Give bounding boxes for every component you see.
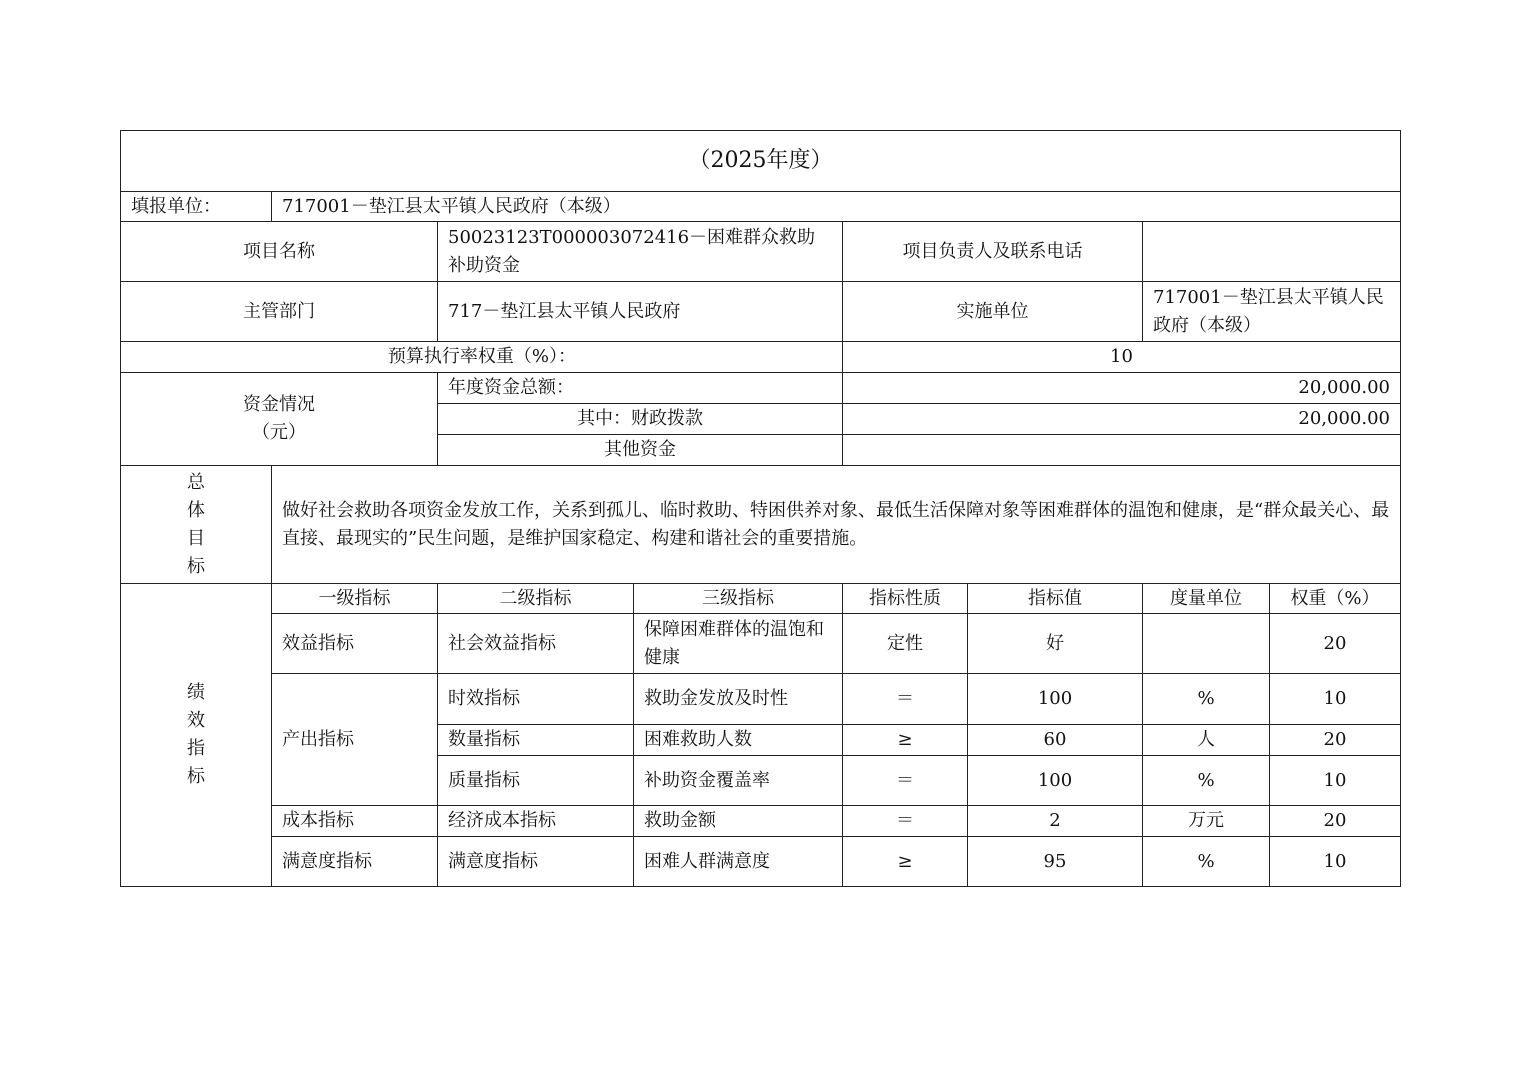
header-level1: 一级指标 <box>272 584 438 614</box>
table-row <box>121 674 1401 725</box>
dept-value: 717－垫江县太平镇人民政府 <box>438 282 843 342</box>
unit-cell: % <box>1143 837 1270 887</box>
level2-cell: 数量指标 <box>438 725 634 756</box>
level3-cell: 保障困难群体的温饱和健康 <box>634 614 843 674</box>
level3-cell: 困难人群满意度 <box>634 837 843 887</box>
funds-label <box>121 373 438 466</box>
level1-cell: 效益指标 <box>272 614 438 674</box>
header-nature: 指标性质 <box>843 584 968 614</box>
goal-text: 做好社会救助各项资金发放工作，关系到孤儿、临时救助、特困供养对象、最低生活保障对象等困难群体的温饱和健康，是“群众最关心、最直接、最现实的”民生问题，是维护国家稳定、构建和谐社会的重要措施。 <box>272 466 1401 584</box>
budget-weight-value: 10 <box>843 342 1401 373</box>
value-cell: 2 <box>968 806 1143 837</box>
level1-cell: 满意度指标 <box>272 837 438 887</box>
level2-cell: 满意度指标 <box>438 837 634 887</box>
weight-cell: 10 <box>1270 837 1401 887</box>
project-contact-label: 项目负责人及联系电话 <box>843 222 1143 282</box>
weight-cell: 20 <box>1270 806 1401 837</box>
performance-goal-table <box>120 130 1401 887</box>
level1-cell: 产出指标 <box>272 674 438 806</box>
table-row <box>121 806 1401 837</box>
level3-cell: 补助资金覆盖率 <box>634 756 843 806</box>
nature-cell: 定性 <box>843 614 968 674</box>
unit-label: 填报单位： <box>121 192 272 222</box>
nature-cell: ＝ <box>843 806 968 837</box>
level3-cell: 救助金额 <box>634 806 843 837</box>
value-cell: 好 <box>968 614 1143 674</box>
weight-cell: 10 <box>1270 674 1401 725</box>
weight-cell: 20 <box>1270 725 1401 756</box>
unit-cell: 万元 <box>1143 806 1270 837</box>
value-cell: 100 <box>968 756 1143 806</box>
goal-label-char: 总 <box>187 471 205 493</box>
unit-cell: 人 <box>1143 725 1270 756</box>
header-value: 指标值 <box>968 584 1143 614</box>
budget-weight-label: 预算执行率权重（%）： <box>121 342 843 373</box>
funds-label-line1: 资金情况 <box>243 394 315 415</box>
funds-fiscal-label: 其中：财政拨款 <box>438 404 843 435</box>
level3-cell: 救助金发放及时性 <box>634 674 843 725</box>
unit-value: 717001－垫江县太平镇人民政府（本级） <box>272 192 1401 222</box>
goal-label <box>121 466 272 584</box>
weight-cell: 20 <box>1270 614 1401 674</box>
unit-cell <box>1143 614 1270 674</box>
table-title: （2025年度） <box>121 131 1401 192</box>
header-unit: 度量单位 <box>1143 584 1270 614</box>
level3-cell: 困难救助人数 <box>634 725 843 756</box>
unit-cell: % <box>1143 674 1270 725</box>
level2-cell: 质量指标 <box>438 756 634 806</box>
level2-cell: 时效指标 <box>438 674 634 725</box>
level2-cell: 经济成本指标 <box>438 806 634 837</box>
impl-unit-label: 实施单位 <box>843 282 1143 342</box>
impl-unit-value: 717001－垫江县太平镇人民政府（本级） <box>1143 282 1401 342</box>
table-row <box>121 837 1401 887</box>
nature-cell: ≥ <box>843 837 968 887</box>
funds-label-line2: （元） <box>252 422 306 443</box>
goal-label-char: 标 <box>187 555 205 577</box>
performance-label-char: 效 <box>187 710 205 731</box>
project-name-label: 项目名称 <box>121 222 438 282</box>
performance-label <box>121 584 272 887</box>
nature-cell: ＝ <box>843 756 968 806</box>
table-row <box>121 614 1401 674</box>
unit-cell: % <box>1143 756 1270 806</box>
goal-label-char: 体 <box>187 499 205 521</box>
funds-total-label: 年度资金总额： <box>438 373 843 404</box>
project-name-value: 50023123T000003072416－困难群众救助补助资金 <box>438 222 843 282</box>
value-cell: 95 <box>968 837 1143 887</box>
funds-fiscal-value: 20,000.00 <box>843 404 1401 435</box>
level2-cell: 社会效益指标 <box>438 614 634 674</box>
weight-cell: 10 <box>1270 756 1401 806</box>
nature-cell: ≥ <box>843 725 968 756</box>
performance-label-char: 绩 <box>187 682 205 703</box>
funds-other-label: 其他资金 <box>438 435 843 466</box>
value-cell: 60 <box>968 725 1143 756</box>
performance-label-char: 标 <box>187 766 205 787</box>
header-weight: 权重（%） <box>1270 584 1401 614</box>
header-level2: 二级指标 <box>438 584 634 614</box>
project-contact-value <box>1143 222 1401 282</box>
level1-cell: 成本指标 <box>272 806 438 837</box>
value-cell: 100 <box>968 674 1143 725</box>
dept-label: 主管部门 <box>121 282 438 342</box>
header-level3: 三级指标 <box>634 584 843 614</box>
nature-cell: ＝ <box>843 674 968 725</box>
goal-label-char: 目 <box>187 527 205 549</box>
funds-total-value: 20,000.00 <box>843 373 1401 404</box>
performance-label-char: 指 <box>187 738 205 759</box>
funds-other-value <box>843 435 1401 466</box>
